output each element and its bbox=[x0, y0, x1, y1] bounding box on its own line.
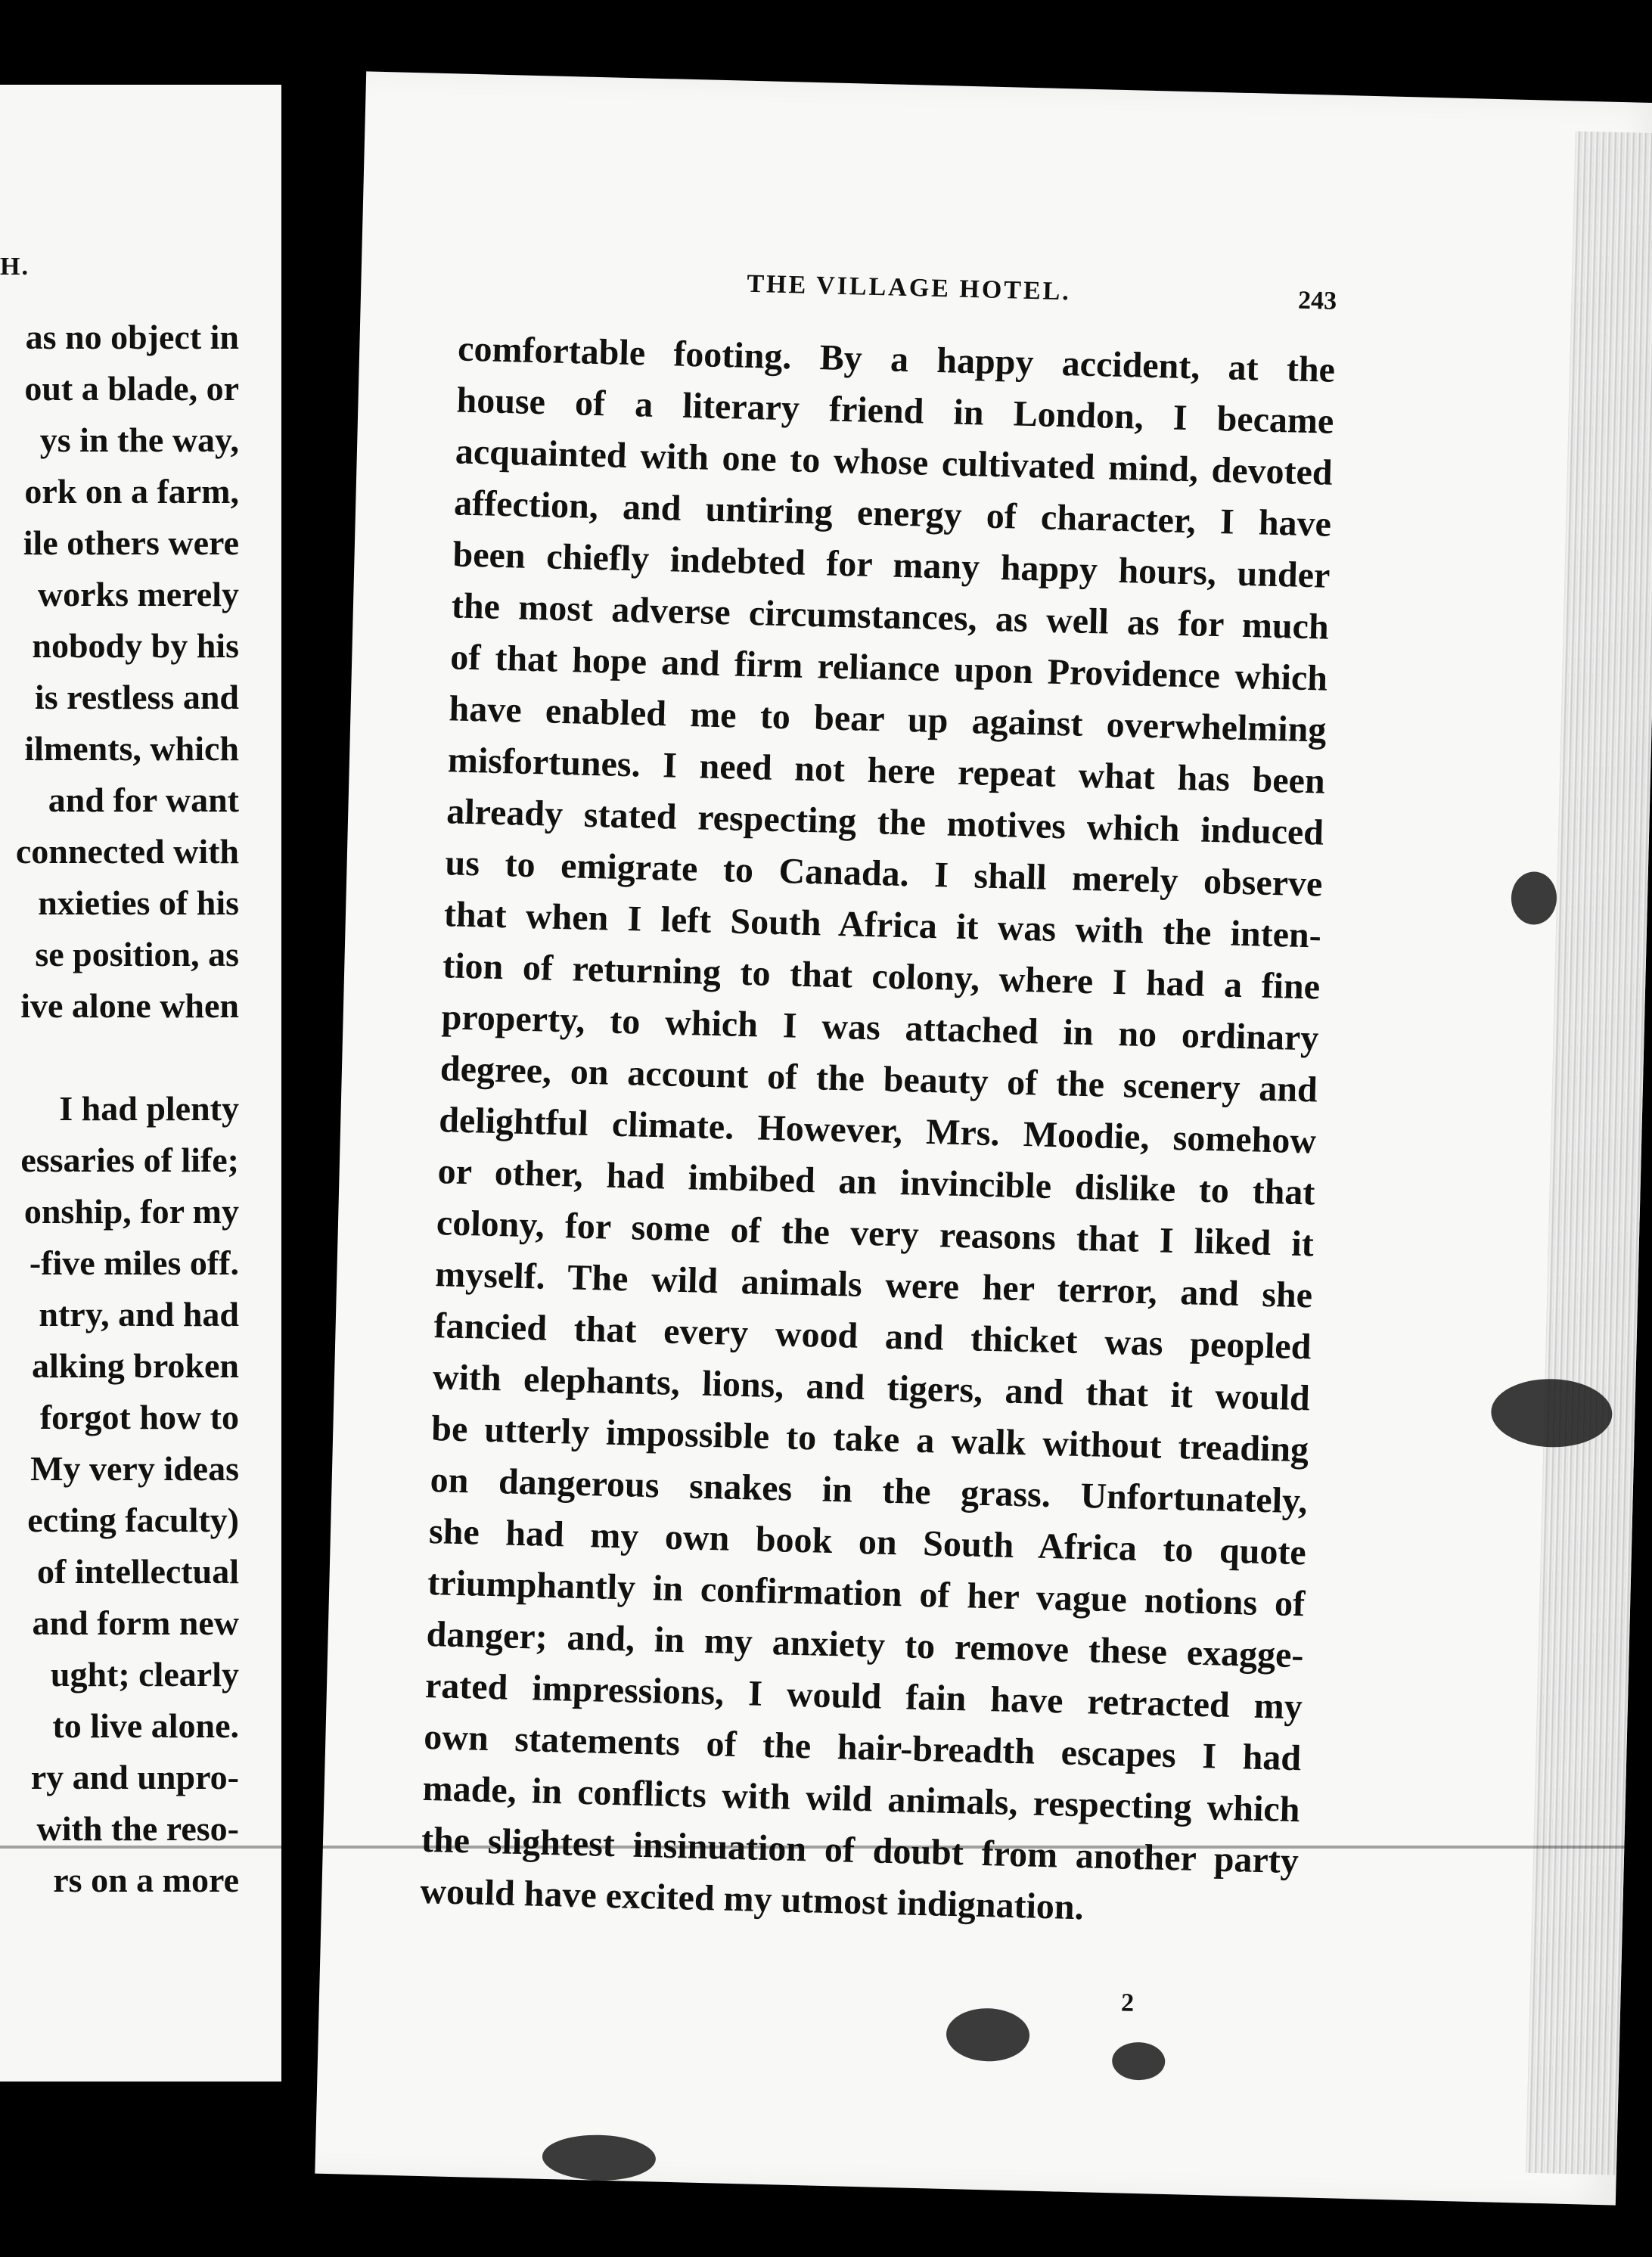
text-line: rated impressions, I would fain have retracted my bbox=[424, 1665, 1303, 1728]
text-line: triumphantly in confirmation of her vague notions of bbox=[427, 1562, 1306, 1625]
text-line: us to emigrate to Canada. I shall merely observe bbox=[445, 843, 1323, 905]
text-line: and for want bbox=[48, 781, 239, 819]
text-line: ry and unpro- bbox=[30, 1758, 239, 1796]
text-line: ork on a farm, bbox=[24, 472, 239, 511]
left-page-fragment bbox=[0, 85, 281, 2082]
text-line: fancied that every wood and thicket was peopled bbox=[433, 1305, 1312, 1368]
text-line: forgot how to bbox=[39, 1398, 239, 1436]
text-line: nobody by his bbox=[32, 626, 239, 665]
text-line: nxieties of his bbox=[38, 883, 239, 922]
signature-mark: 2 bbox=[1120, 1988, 1135, 2017]
text-line: se position, as bbox=[35, 935, 239, 973]
text-line: ught; clearly bbox=[50, 1655, 239, 1694]
text-line: of that hope and firm reliance upon Providence which bbox=[449, 637, 1328, 699]
text-line: connected with bbox=[15, 832, 239, 871]
text-line: and form new bbox=[32, 1603, 239, 1642]
text-line: to live alone. bbox=[52, 1706, 239, 1745]
page-edges bbox=[1526, 131, 1652, 2175]
text-line: danger; and, in my anxiety to remove these exagge- bbox=[426, 1613, 1305, 1676]
page-header bbox=[459, 263, 1337, 330]
text-line: tion of returning to that colony, where I had a fine bbox=[442, 945, 1321, 1007]
text-line: comfortable footing. By a happy accident, at the bbox=[457, 328, 1336, 390]
text-line: would have excited my utmost indignation. bbox=[419, 1870, 1085, 1928]
text-line: works merely bbox=[37, 575, 239, 613]
text-line: degree, on account of the beauty of the scenery and bbox=[439, 1048, 1318, 1110]
text-line: -five miles off. bbox=[29, 1243, 239, 1282]
text-line: have enabled me to bear up against overwhelming bbox=[449, 688, 1327, 750]
page-number: 243 bbox=[1297, 286, 1337, 315]
text-line: colony, for some of the very reasons that I liked it bbox=[436, 1203, 1315, 1265]
text-line: rs on a more bbox=[53, 1861, 239, 1899]
text-line: been chiefly indebted for many happy hours, under bbox=[452, 534, 1331, 596]
text-line: the most adverse circumstances, as well as for much bbox=[451, 585, 1330, 647]
scanner-line bbox=[0, 1846, 1652, 1849]
ink-stain bbox=[1511, 871, 1557, 925]
text-line: alking broken bbox=[32, 1346, 239, 1385]
ink-stain bbox=[542, 2134, 656, 2182]
text-line: ilments, which bbox=[24, 729, 239, 768]
text-line: ile others were bbox=[23, 523, 239, 562]
body-paragraph bbox=[420, 323, 1336, 1939]
text-line: affection, and untiring energy of character, I have bbox=[453, 483, 1332, 545]
text-line: of intellectual bbox=[37, 1552, 239, 1591]
text-line: acquainted with one to whose cultivated mind, devoted bbox=[455, 431, 1334, 493]
ink-stain bbox=[1112, 2041, 1166, 2081]
text-line: I had plenty bbox=[59, 1089, 239, 1128]
ink-stain bbox=[946, 2007, 1030, 2063]
text-line: property, to which I was attached in no ordinary bbox=[441, 997, 1320, 1059]
text-line: that when I left South Africa it was with the inten- bbox=[443, 894, 1322, 956]
running-title: THE VILLAGE HOTEL. bbox=[747, 269, 1072, 306]
text-line: is restless and bbox=[34, 678, 239, 716]
main-page bbox=[315, 71, 1652, 2205]
text-line: essaries of life; bbox=[20, 1141, 239, 1179]
text-line: with the reso- bbox=[36, 1809, 239, 1848]
text-line: own statements of the hair-breadth escapes I had bbox=[423, 1716, 1302, 1779]
text-line: already stated respecting the motives which induced bbox=[446, 791, 1324, 853]
left-page-text bbox=[0, 312, 239, 1906]
text-line: onship, for my bbox=[23, 1192, 239, 1231]
text-line: ntry, and had bbox=[39, 1295, 239, 1333]
text-line: the slightest insinuation of doubt from another party bbox=[421, 1819, 1300, 1882]
text-line: ys in the way, bbox=[39, 421, 239, 459]
left-running-head: H. bbox=[0, 253, 30, 281]
text-line: or other, had imbibed an invincible dislike to that bbox=[437, 1151, 1316, 1213]
blank-line bbox=[0, 1032, 239, 1083]
text-line: as no object in bbox=[25, 318, 239, 356]
text-line: on dangerous snakes in the grass. Unfortunately, bbox=[430, 1460, 1309, 1522]
text-line: she had my own book on South Africa to quote bbox=[428, 1511, 1307, 1573]
text-line: ecting faculty) bbox=[27, 1501, 239, 1539]
text-line: ive alone when bbox=[20, 986, 239, 1025]
text-line: made, in conflicts with wild animals, respecting which bbox=[422, 1768, 1301, 1830]
text-line: out a blade, or bbox=[24, 369, 239, 408]
text-line: be utterly impossible to take a walk without treading bbox=[430, 1408, 1309, 1470]
text-line: My very ideas bbox=[30, 1449, 239, 1488]
text-line: myself. The wild animals were her terror, and she bbox=[434, 1254, 1313, 1316]
text-line: with elephants, lions, and tigers, and that it would bbox=[432, 1357, 1311, 1419]
text-line: house of a literary friend in London, I became bbox=[455, 380, 1334, 442]
text-line: misfortunes. I need not here repeat what has been bbox=[447, 740, 1326, 802]
text-line: delightful climate. However, Mrs. Moodie, somehow bbox=[438, 1100, 1317, 1162]
